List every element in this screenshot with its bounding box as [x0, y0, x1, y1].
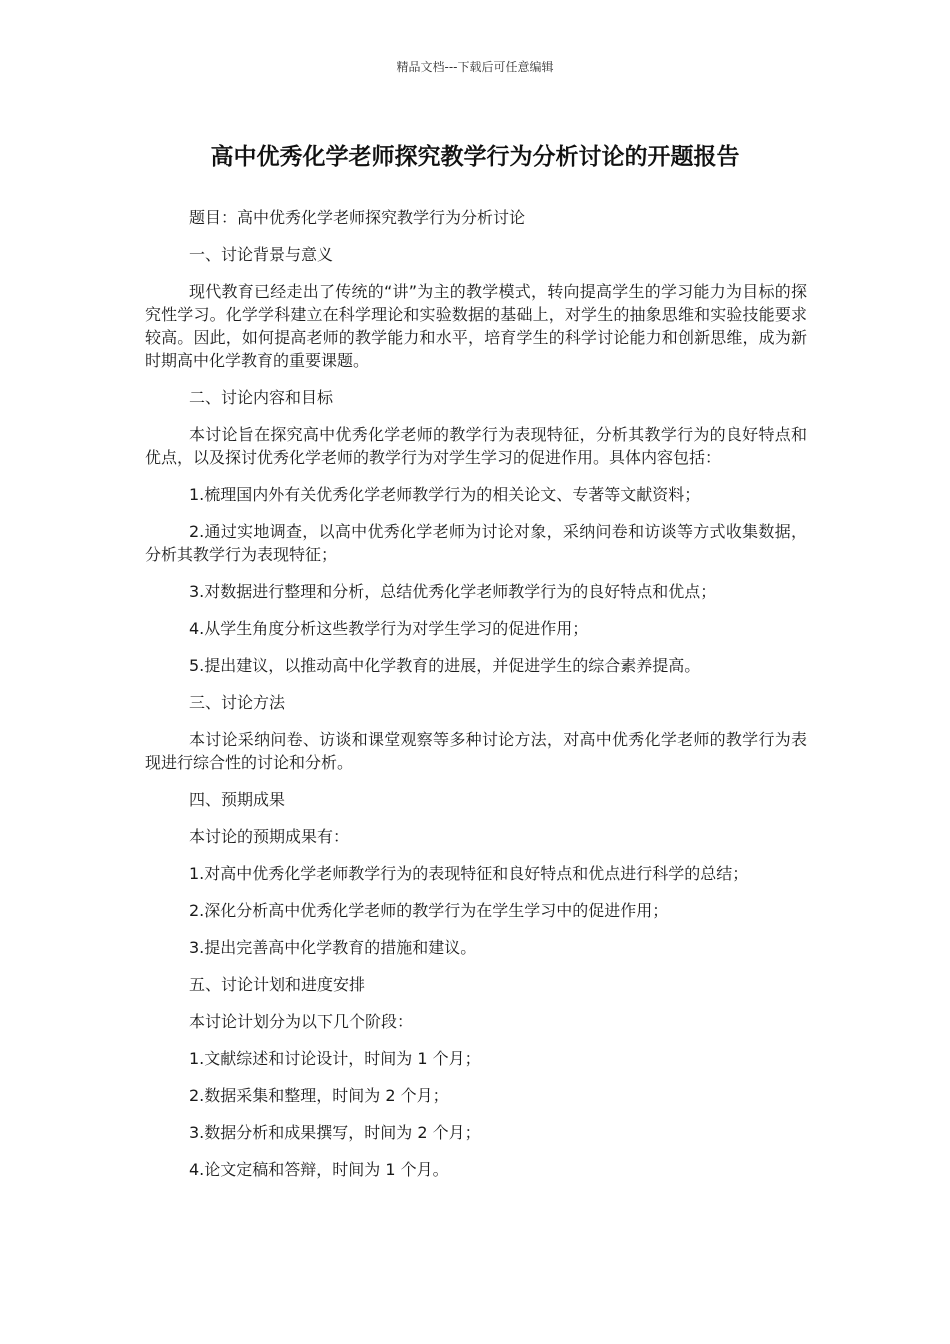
paragraph-plan-intro: 本讨论计划分为以下几个阶段： [189, 1012, 414, 1031]
section-heading-method: 三、讨论方法 [189, 693, 286, 712]
list-item: 4.论文定稿和答辩，时间为 1 个月。 [189, 1160, 449, 1179]
list-item: 2.通过实地调查，以高中优秀化学老师为讨论对象，采纳问卷和访谈等方式收集数据，分析其教学行为表现特征； [145, 522, 807, 564]
list-item: 1.对高中优秀化学老师教学行为的表现特征和良好特点和优点进行科学的总结； [189, 864, 749, 883]
paragraph-results-intro: 本讨论的预期成果有： [189, 827, 350, 846]
paragraph-method: 本讨论采纳问卷、访谈和课堂观察等多种讨论方法，对高中优秀化学老师的教学行为表现进行综合性的讨论和分析。 [145, 730, 807, 772]
list-item: 1.文献综述和讨论设计，时间为 1 个月； [189, 1049, 481, 1068]
list-item: 3.对数据进行整理和分析，总结优秀化学老师教学行为的良好特点和优点； [189, 582, 717, 601]
paragraph-background: 现代教育已经走出了传统的“讲”为主的教学模式，转向提高学生的学习能力为目标的探究性学习。化学学科建立在科学理论和实验数据的基础上，对学生的抽象思维和实验技能要求较高。因此，如何提高老师的教学能力和水平，培育学生的科学讨论能力和创新思维，成为新时期高中化学教育的重要课题。 [145, 282, 807, 370]
list-item: 3.数据分析和成果撰写，时间为 2 个月； [189, 1123, 481, 1142]
list-item: 4.从学生角度分析这些教学行为对学生学习的促进作用； [189, 619, 589, 638]
list-item: 5.提出建议，以推动高中化学教育的进展，并促进学生的综合素养提高。 [189, 656, 701, 675]
document-title: 高中优秀化学老师探究教学行为分析讨论的开题报告 [210, 144, 740, 170]
header-note: 精品文档---下载后可任意编辑 [396, 60, 554, 74]
section-heading-results: 四、预期成果 [189, 790, 286, 809]
list-item: 3.提出完善高中化学教育的措施和建议。 [189, 938, 477, 957]
document-body [145, 206, 807, 1195]
paragraph-content-intro: 本讨论旨在探究高中优秀化学老师的教学行为表现特征，分析其教学行为的良好特点和优点，以及探讨优秀化学老师的教学行为对学生学习的促进作用。具体内容包括： [145, 425, 807, 467]
section-heading-plan: 五、讨论计划和进度安排 [189, 975, 366, 994]
section-heading-background: 一、讨论背景与意义 [189, 245, 334, 264]
section-heading-content: 二、讨论内容和目标 [189, 388, 334, 407]
list-item: 2.数据采集和整理，时间为 2 个月； [189, 1086, 449, 1105]
topic-line: 题目：高中优秀化学老师探究教学行为分析讨论 [189, 208, 526, 227]
list-item: 2.深化分析高中优秀化学老师的教学行为在学生学习中的促进作用； [189, 901, 669, 920]
list-item: 1.梳理国内外有关优秀化学老师教学行为的相关论文、专著等文献资料； [189, 485, 701, 504]
